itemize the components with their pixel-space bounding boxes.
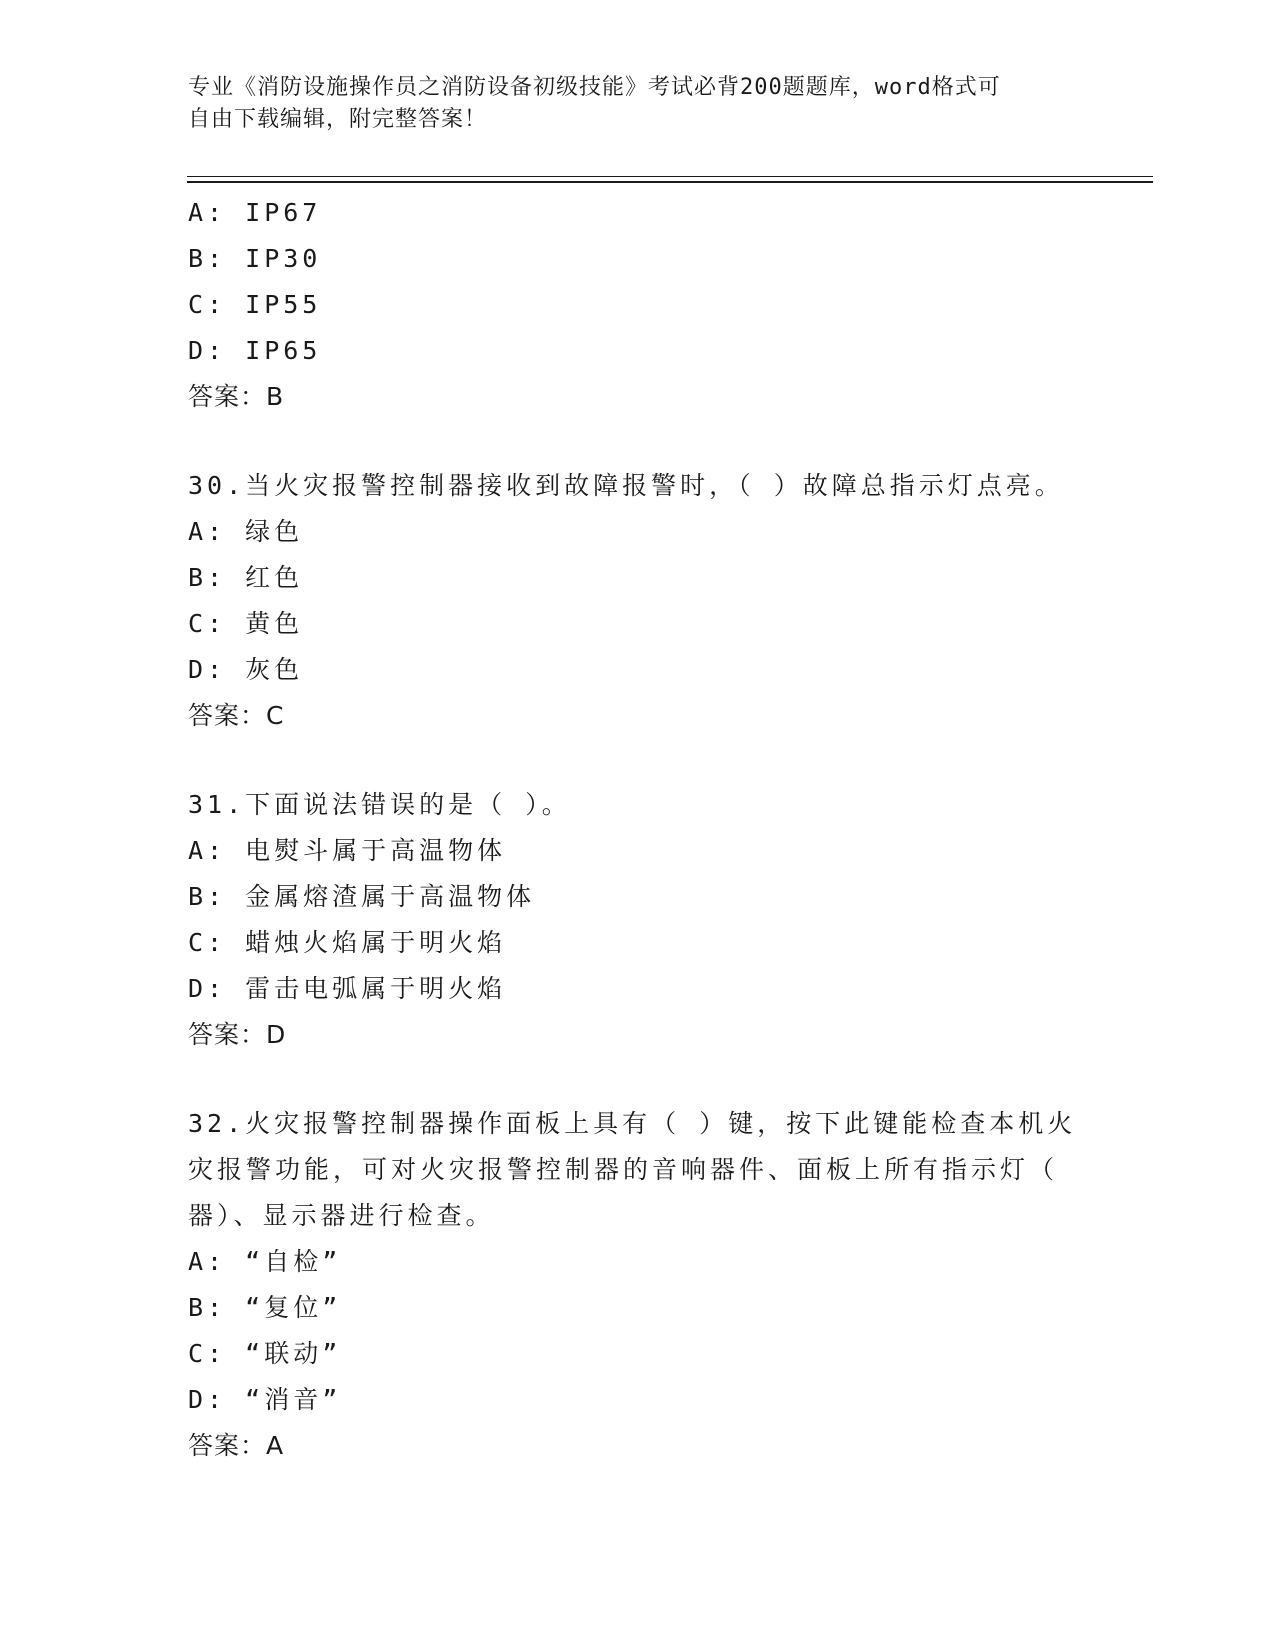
q32-option-c: C: “联动” [188,1339,342,1368]
q31-option-c: C: 蜡烛火焰属于明火焰 [188,928,507,957]
question-31 [188,782,1088,1058]
q30-option-b: B: 红色 [188,563,304,592]
q30-answer: 答案：C [188,701,285,730]
q29-option-d: D: IP65 [188,336,322,365]
q32-stem-line-2: 灾报警功能，可对火灾报警控制器的音响器件、面板上所有指示灯（ [188,1155,1059,1184]
q32-stem-line-1: 32.火灾报警控制器操作面板上具有（ ）键，按下此键能检查本机火 [188,1109,1077,1138]
document-header [188,72,1088,136]
q29-option-a: A: IP67 [188,198,322,227]
q29-option-b: B: IP30 [188,244,322,273]
q32-option-b: B: “复位” [188,1293,342,1322]
q30-stem: 30.当火灾报警控制器接收到故障报警时，（ ）故障总指示灯点亮。 [188,471,1064,500]
q31-stem: 31.下面说法错误的是（ ）。 [188,790,571,819]
question-list [188,190,1088,1469]
spacer [188,1058,1088,1101]
question-32 [188,1101,1088,1469]
q31-option-a: A: 电熨斗属于高温物体 [188,836,507,865]
header-divider-thin [187,176,1153,177]
header-title-line-1: 专业《消防设施操作员之消防设备初级技能》考试必背200题题库，word格式可 [188,75,1001,100]
spacer [188,739,1088,782]
q30-option-a: A: 绿色 [188,517,304,546]
q32-stem-line-3: 器）、显示器进行检查。 [188,1201,495,1230]
q31-option-b: B: 金属熔渣属于高温物体 [188,882,536,911]
question-30 [188,463,1088,739]
header-divider-thick [187,181,1153,183]
q30-option-d: D: 灰色 [188,655,304,684]
q32-option-d: D: “消音” [188,1385,342,1414]
q32-answer: 答案：A [188,1431,285,1460]
q29-option-c: C: IP55 [188,290,322,319]
q32-option-a: A: “自检” [188,1247,342,1276]
question-29 [188,190,1088,420]
q29-answer: 答案：B [188,382,285,411]
header-title-line-2: 自由下载编辑，附完整答案！ [188,107,488,132]
spacer [188,420,1088,463]
q31-answer: 答案：D [188,1020,287,1049]
q30-option-c: C: 黄色 [188,609,304,638]
q31-option-d: D: 雷击电弧属于明火焰 [188,974,507,1003]
